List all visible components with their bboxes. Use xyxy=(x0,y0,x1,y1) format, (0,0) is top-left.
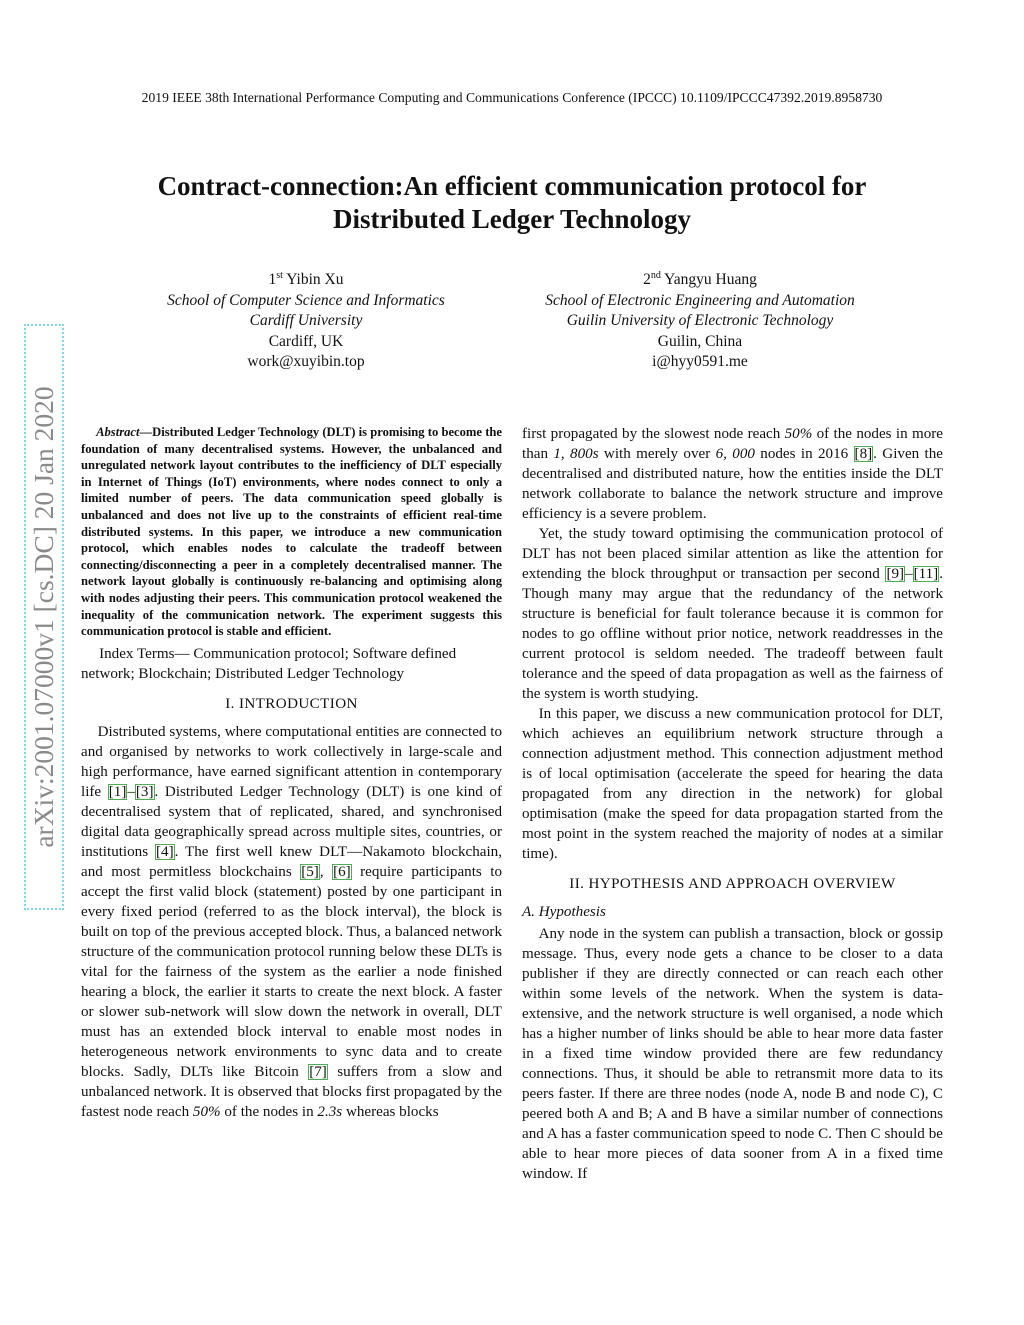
paragraph-continued xyxy=(522,424,943,524)
author-email: work@xuyibin.top xyxy=(247,353,365,371)
section-heading-hypothesis: II. HYPOTHESIS AND APPROACH OVERVIEW xyxy=(569,876,896,892)
author-ordinal-suffix: nd xyxy=(650,270,661,281)
text-run: . The first well knew DLT—Nakamoto blockchain, and most permitless blockchains xyxy=(81,843,502,880)
right-column xyxy=(522,424,943,1184)
citation-link[interactable]: [9] xyxy=(886,566,905,582)
citation-link[interactable]: [11] xyxy=(913,566,939,582)
author-department: School of Computer Science and Informatics xyxy=(167,291,445,309)
math-value: 6, 000 xyxy=(715,446,755,462)
paragraph: Any node in the system can publish a transaction, block or gossip message. Thus, every node gets a chance to be closer to a data publisher if they are directly connected or can reach each other within some levels of the network. When the system is data-extensive, and the network structure is well organised, a node which has a higher number of links should be able to hear more data faster in a fixed time window provided there are few redundancy connections. Thus, it should be able to retransmit more data to its peers faster. If there are three nodes (node A, node B and node C), C peered both A and B; A and B have a similar number of connections and A has a faster communication speed to node C. Then C should be able to hear more pieces of data sooner from A in a fixed time window. If xyxy=(522,926,943,1182)
citation-link[interactable]: [7] xyxy=(309,1063,327,1080)
author-department: School of Electronic Engineering and Automation xyxy=(545,291,855,309)
author-location: Cardiff, UK xyxy=(268,332,344,350)
text-run: first propagated by the slowest node reach xyxy=(522,426,785,442)
running-header: 2019 IEEE 38th International Performance Computing and Communications Conference (IPCCC) 10.1109/IPCCC47392.2019.8958730 xyxy=(141,90,883,105)
author-name xyxy=(96,266,516,291)
text-run: Yet, the study toward optimising the communication protocol of DLT has not been placed similar attention as like the attention for extending the block throughput or transaction per second xyxy=(522,526,943,582)
text-run: , xyxy=(319,863,333,880)
citation-link[interactable]: [6] xyxy=(333,863,351,880)
title-line-1: Contract-connection:An efficient communication protocol for xyxy=(157,171,867,201)
author-ordinal: 1 xyxy=(268,271,277,289)
text-run: . Though many may argue that the redundancy of the network structure is beneficial for fault tolerance because it is common for nodes to go offline without prior notice, network readdresses in the current protocol is seldom needed. The tradeoff between fault tolerance and the speed of data propagation as well as the fairness of the system is worth studying. xyxy=(522,566,943,702)
author-ordinal: 2 xyxy=(643,271,651,289)
author-name xyxy=(490,266,910,291)
citation-link[interactable]: [5] xyxy=(301,863,319,880)
citation-link[interactable]: [4] xyxy=(156,843,174,860)
text-run: nodes in 2016 xyxy=(754,446,854,462)
text-run: – xyxy=(127,783,135,800)
author-block-2 xyxy=(490,266,910,373)
math-value: 50% xyxy=(192,1103,221,1120)
citation-link[interactable]: [8] xyxy=(854,446,873,462)
text-run: require participants to accept the first valid block (statement) posted by one participant in every fixed period (referred to as the block interval), the block is built on top of the previous accepted block. Thus, a balanced network structure of the communication protocol running below these DLTs is vital for the fairness of the system as the earlier a node finished hearing a block, the earlier it starts to create the next block. A faster or slower sub-network will slow down the network in overall, DLT must has an extended block interval to enable most nodes in heterogeneous network environments to sync data and to create blocks. Sadly, DLTs like Bitcoin xyxy=(81,863,502,1080)
subsection-heading-hypothesis: A. Hypothesis xyxy=(522,904,606,920)
author-organization: Guilin University of Electronic Technology xyxy=(566,312,834,330)
text-run: of the nodes in more than xyxy=(522,426,943,462)
arxiv-identifier-text: arXiv:2001.07000v1 [cs.DC] 20 Jan 2020 xyxy=(28,386,59,848)
author-organization: Cardiff University xyxy=(249,312,363,330)
author-email: i@hyy0591.me xyxy=(652,353,748,371)
arxiv-identifier-stamp[interactable] xyxy=(26,326,62,908)
math-value: 50% xyxy=(784,426,813,442)
abstract xyxy=(81,424,502,640)
text-run: – xyxy=(905,566,913,582)
author-ordinal-suffix: st xyxy=(276,270,283,281)
intro-paragraph xyxy=(81,722,502,1122)
paragraph: In this paper, we discuss a new communication protocol for DLT, which achieves an equilibrium network structure through a connection adjustment method. This connection adjustment method is of local optimisation (accelerate the speed for hearing the data propagated from any direction in the network) for global optimisation (make the speed for data propagation started from the most point in the system reached the majority of nodes at a similar time). xyxy=(522,706,943,862)
index-terms: Index Terms— Communication protocol; Software defined network; Blockchain; Distributed Ledger Technology xyxy=(81,645,457,682)
text-run: suffers from a slow and unbalanced network. It is observed that blocks first propagated by the fastest node reach xyxy=(81,1063,502,1120)
text-run: with merely over xyxy=(598,446,716,462)
author-block-1 xyxy=(96,266,516,373)
citation-link[interactable]: [1] xyxy=(108,783,127,800)
author-name-text: Yibin Xu xyxy=(286,271,344,289)
text-run: whereas blocks xyxy=(342,1103,439,1120)
paper-title xyxy=(100,170,924,236)
paragraph xyxy=(522,524,943,704)
abstract-lead: Abstract xyxy=(96,425,140,439)
math-value: 1, 800s xyxy=(553,446,599,462)
text-run: Distributed systems, where computational entities are connected to and organised by networks to work collectively in large-scale and high performance, have earned significant attention in contemporary life xyxy=(81,723,502,800)
abstract-text: —Distributed Ledger Technology (DLT) is promising to become the foundation of many decentralised systems. However, the unbalanced and unregulated network layout contributes to the inefficiency of DLT especially in Internet of Things (IoT) environments, where nodes connect to only a limited number of peers. The data communication speed globally is unbalanced and does not live up to the constraints of efficient real-time distributed systems. In this paper, we introduce a new communication protocol, which enables nodes to calculate the tradeoff between connecting/disconnecting a peer in a completely decentralised manner. The network layout globally is continuously re-balancing and optimising along with nodes adjusting their peers. This communication protocol weakened the inequality of the communication network. The experiment suggests this communication protocol is stable and efficient. xyxy=(81,425,502,639)
section-heading-introduction: I. INTRODUCTION xyxy=(225,695,358,712)
text-run: of the nodes in xyxy=(220,1103,318,1120)
citation-link[interactable]: [3] xyxy=(135,783,154,800)
author-location: Guilin, China xyxy=(657,332,743,350)
text-run: . Distributed Ledger Technology (DLT) is one kind of decentralised system that of replicated, shared, and synchronised digital data geographically spread across multiple sites, countries, or institutions xyxy=(81,783,503,860)
left-column xyxy=(81,424,502,1122)
title-line-2: Distributed Ledger Technology xyxy=(332,204,692,234)
author-name-text: Yangyu Huang xyxy=(664,271,757,289)
text-run: . Given the decentralised and distributed nature, how the entities inside the DLT network collaborate to balance the network structure and improve efficiency is a severe problem. xyxy=(522,446,943,522)
math-value: 2.3s xyxy=(317,1103,343,1120)
